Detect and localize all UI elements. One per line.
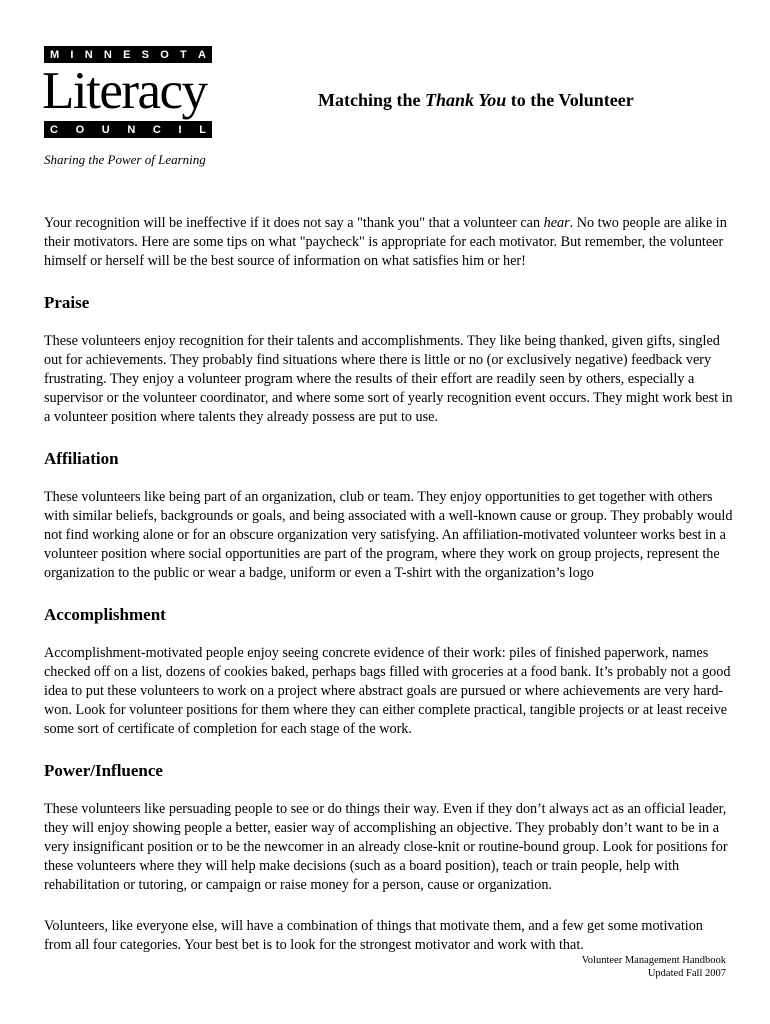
section-body-affiliation: These volunteers like being part of an organization, club or team. They enjoy opportunities to get together with others with similar beliefs, backgrounds or goals, and being associated with a well-known cause or group. They probably would not find working alone or for an obscure organization very satisfying. An affiliation-motivated volunteer works best in a volunteer position where social opportunities are part of the program, where they work on group projects, represent the organization to the public or wear a badge, uniform or even a T-shirt with the organization’s logo xyxy=(44,489,733,581)
section-heading-power-influence: Power/Influence xyxy=(44,761,163,780)
section-body-praise: These volunteers enjoy recognition for their talents and accomplishments. They like being thanked, given gifts, singled out for achievements. They probably find situations where there is little or no (or exclusively negative) feedback very frustrating. They enjoy a volunteer program where the results of their effort are readily seen by others, especially a supervisor or the volunteer coordinator, and where some sort of yearly recognition event occurs. They might work best in a volunteer position where talents they already possess are put to use. xyxy=(44,333,733,425)
footer-handbook-title: Volunteer Management Handbook xyxy=(581,955,726,966)
closing-paragraph: Volunteers, like everyone else, will have a combination of things that motivate them, and a few get some motivation from all four categories. Your best bet is to look for the strongest motivator and work with that. xyxy=(44,918,703,953)
section-heading-affiliation: Affiliation xyxy=(44,449,119,468)
minnesota-literacy-council-logo xyxy=(44,46,216,138)
intro-paragraph: Your recognition will be ineffective if it does not say a "thank you" that a volunteer can hear. No two people are alike in their motivators. Here are some tips on what "paycheck" is appropriate for each motivator. But remember, the volunteer himself or herself will be the best source of information on what satisfies him or her! xyxy=(44,215,727,269)
logo-tagline: Sharing the Power of Learning xyxy=(44,152,206,167)
section-heading-praise: Praise xyxy=(44,293,90,312)
title-emphasis: Thank You xyxy=(425,90,507,110)
logo-bottom-bar: C O U N C I L xyxy=(44,121,212,138)
section-body-accomplishment: Accomplishment-motivated people enjoy seeing concrete evidence of their work: piles of finished paperwork, names checked off on a list, dozens of cookies baked, perhaps bags filled with groceries at a food bank. It’s probably not a good idea to put these volunteers to work on a project where abstract goals are pursued or where achievements are very hard-won. Look for volunteer positions for them where they can either complete practical, tangible projects or at least receive some sort of certificate of completion for each stage of the work. xyxy=(44,645,731,737)
document-title: Matching the Thank You to the Volunteer xyxy=(318,90,634,110)
intro-emphasis: hear xyxy=(543,215,570,231)
page-footer xyxy=(582,954,726,980)
logo-wordmark: Literacy xyxy=(42,62,207,120)
logo-top-bar: M I N N E S O T A xyxy=(44,46,212,63)
section-body-power-influence: These volunteers like persuading people to see or do things their way. Even if they don’t always act as an official leader, they will enjoy showing people a better, easier way of accomplishing an objective. They probably don’t want to be in a very insignificant position or to be the newcomer in an already close-knit or routine-bound group. Look for positions for these volunteers where they will help make decisions (such as a board position), teach or train people, help with rehabilitation or tutoring, or campaign or raise money for a person, cause or organization. xyxy=(44,801,728,893)
section-heading-accomplishment: Accomplishment xyxy=(44,605,166,624)
footer-updated-date: Updated Fall 2007 xyxy=(647,968,726,979)
document-body xyxy=(44,214,734,977)
